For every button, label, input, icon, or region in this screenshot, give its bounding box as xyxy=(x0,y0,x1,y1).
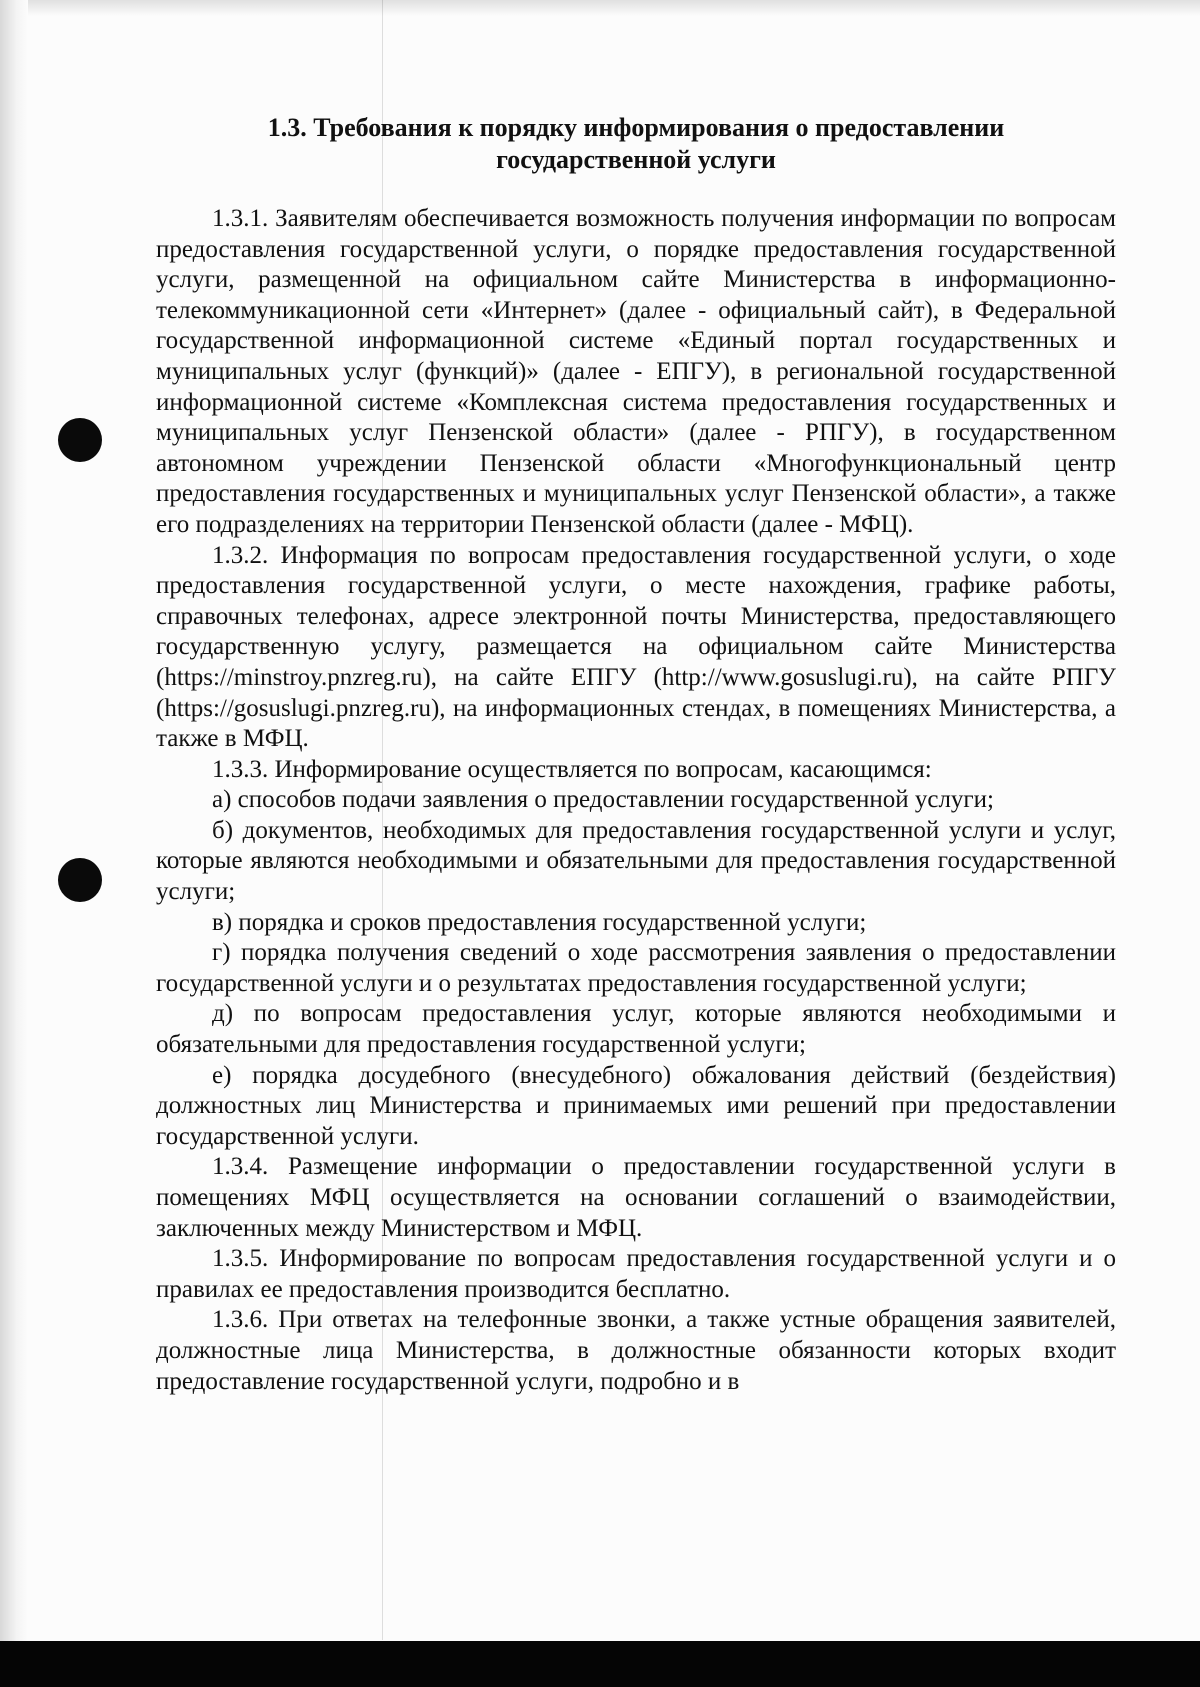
punch-hole-bottom xyxy=(58,858,102,902)
paragraph-1-3-2: 1.3.2. Информация по вопросам предоставления государственной услуги, о ходе предоставления государственной услуги, о месте нахождения, графике работы, справочных телефонах, адресе электронной почты Министерства, предоставляющего государственную услугу, размещается на официальном сайте Министерства (https://minstroy.pnzreg.ru), на сайте ЕПГУ (http://www.gosuslugi.ru), на сайте РПГУ (https://gosuslugi.pnzreg.ru), на информационных стендах, в помещениях Министерства, а также в МФЦ. xyxy=(156,541,1116,753)
list-item-g: г) порядка получения сведений о ходе рассмотрения заявления о предоставлении государственной услуги и о результатах предоставления государственной услуги; xyxy=(156,939,1116,997)
document-body xyxy=(156,112,1116,1397)
scan-edge-top xyxy=(0,0,1200,16)
section-heading-line-2: государственной услуги xyxy=(496,145,776,174)
section-heading-line-1: 1.3. Требования к порядку информирования о предоставлении xyxy=(267,113,1005,142)
paragraph-1-3-5: 1.3.5. Информирование по вопросам предоставления государственной услуги и о правилах ее предоставления производится бесплатно. xyxy=(156,1245,1116,1303)
list-item-d: д) по вопросам предоставления услуг, которые являются необходимыми и обязательными для предоставления государственной услуги; xyxy=(156,1000,1116,1059)
scan-bottom-border xyxy=(0,1641,1200,1687)
list-item-e: е) порядка досудебного (внесудебного) обжалования действий (бездействия) должностных лиц Министерства и принимаемых ими решений при предоставлении государственной услуги. xyxy=(156,1061,1116,1150)
list-item-a: а) способов подачи заявления о предоставлении государственной услуги; xyxy=(212,786,995,814)
paragraph-1-3-3: 1.3.3. Информирование осуществляется по вопросам, касающимся: xyxy=(212,755,932,783)
paragraph-1-3-1: 1.3.1. Заявителям обеспечивается возможность получения информации по вопросам предоставления государственной услуги, о порядке предоставления государственной услуги, размещенной на официальном сайте Министерства в информационно-телекоммуникационной сети «Интернет» (далее - официальный сайт), в Федеральной государственной информационной системе «Единый портал государственных и муниципальных услуг (функций)» (далее - ЕПГУ), в региональной государственной информационной системе «Комплексная система предоставления государственных и муниципальных услуг Пензенской области» (далее - РПГУ), в государственном автономном учреждении Пензенской области «Многофункциональный центр предоставления государственных и муниципальных услуг Пензенской области», а также его подразделениях на территории Пензенской области (далее - МФЦ). xyxy=(156,205,1116,538)
scan-edge-left xyxy=(0,0,28,1687)
section-heading xyxy=(156,112,1116,176)
paragraph-1-3-6: 1.3.6. При ответах на телефонные звонки, а также устные обращения заявителей, должностные лица Министерства, в должностные обязанности которых входит предоставление государственной услуги, подробно и в xyxy=(156,1306,1116,1395)
list-item-b: б) документов, необходимых для предоставления государственной услуги и услуг, которые являются необходимыми и обязательными для предоставления государственной услуги; xyxy=(156,816,1116,906)
paragraph-1-3-4: 1.3.4. Размещение информации о предоставлении государственной услуги в помещениях МФЦ осуществляется на основании соглашений о взаимодействии, заключенных между Министерством и МФЦ. xyxy=(156,1153,1116,1242)
punch-hole-top xyxy=(58,418,102,462)
list-item-v: в) порядка и сроков предоставления государственной услуги; xyxy=(212,908,867,936)
